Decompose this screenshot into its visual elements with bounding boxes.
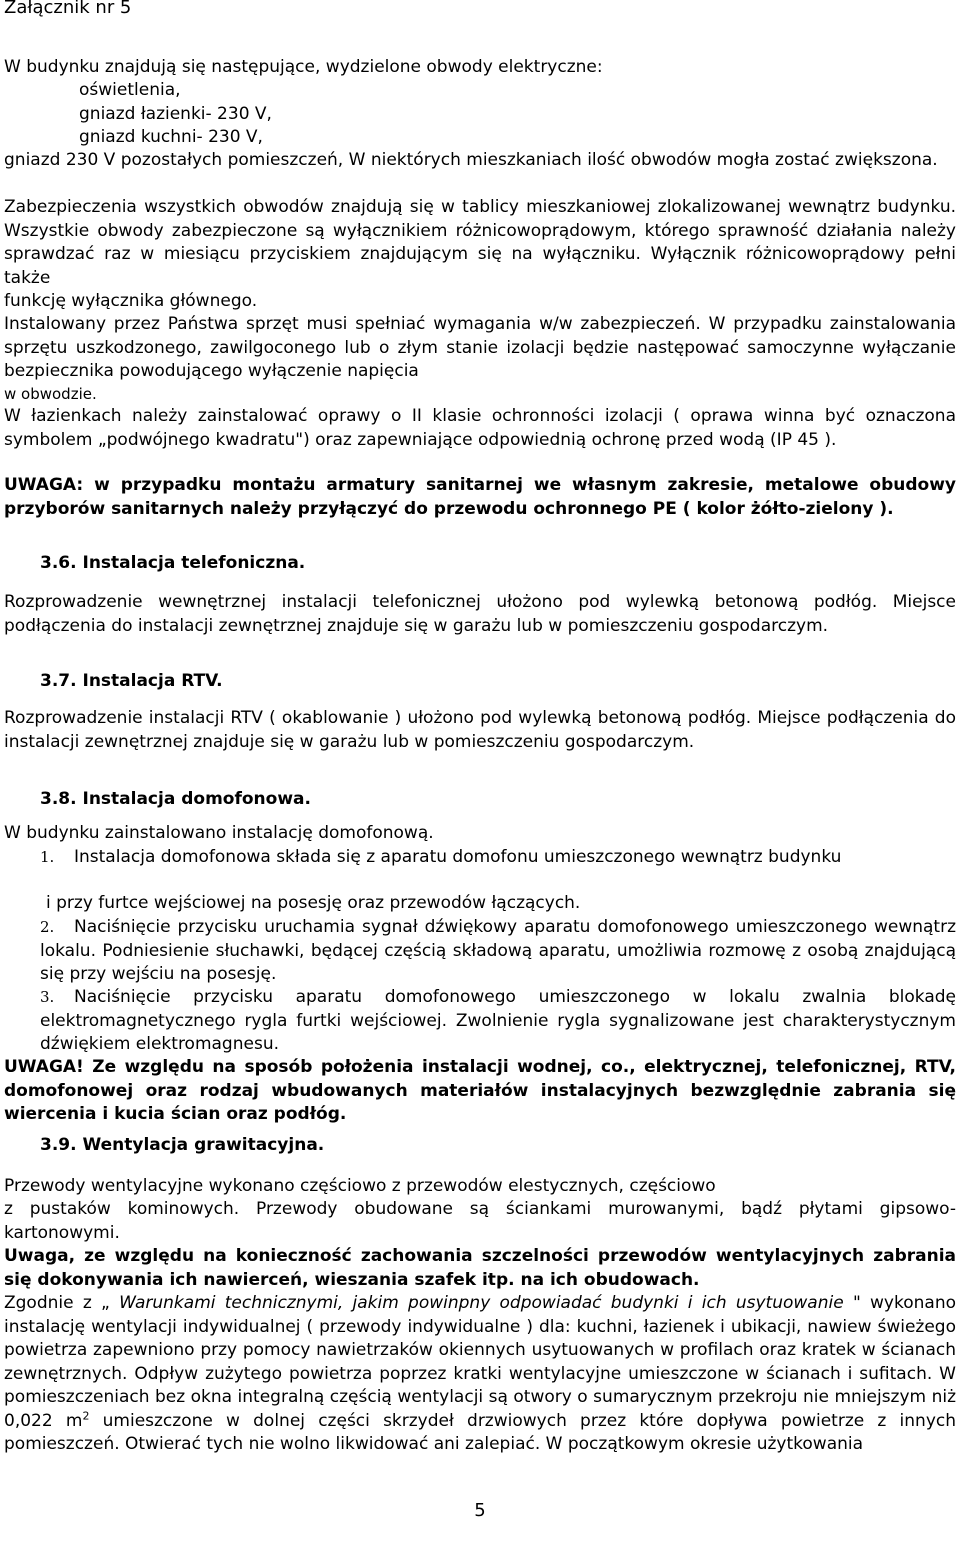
list-number: 2. <box>40 918 55 936</box>
regulation-text: " wykonano instalację wentylacji indywidualnej ( przewody indywidualne ) dla: kuchni, łazienek i ubikacji, nawiew świeżego powietrza zapewniono przy pomocy nawietrzaków okiennych usytuowanych w profilach oraz kratek w ścianach zewnętrznych. Odpływ zużytego powietrza poprzez kratki wentylacyjne umieszczone w ścianach i sufitach. W pomieszczeniach bez okna integralną częścią wentylacji są otwory o sumarycznym przekroju nie mniejszym niż 0,022 m <box>4 1293 956 1431</box>
heading-ventilation: 3.9. Wentylacja grawitacyjna. <box>40 1135 325 1155</box>
intro-item: gniazd łazienki- 230 V, <box>79 104 272 124</box>
regulation-title: Warunkami technicznymi, jakim powinpny odpowiadać budynki i ich usytuowanie <box>119 1293 844 1313</box>
list-item <box>40 986 956 1057</box>
paragraph-intercom-lead: W budynku zainstalowano instalację domofonową. <box>4 823 434 843</box>
paragraph-equipment-end: w obwodzie. <box>4 385 97 403</box>
paragraph-warning-drilling: UWAGA! Ze względu na sposób położenia instalacji wodnej, co., elektrycznej, telefonicznej, RTV, domofonowej oraz rodzaj wbudowanych materiałów instalacyjnych bezwzględnie zabrania się wiercenia i kucia ścian oraz podłóg. <box>4 1057 956 1124</box>
list-text: Naciśnięcie przycisku aparatu domofonowego umieszczonego w lokalu zwalnia blokadę elektromagnetycznego rygla furtki wejściowej. Zwolnienie rygla sygnalizowane jest charakterystycznym dźwiękiem elektromagnesu. <box>40 987 956 1054</box>
intro-item: gniazd kuchni- 230 V, <box>79 127 263 147</box>
list-item <box>40 846 956 870</box>
paragraph-warning-sanitary: UWAGA: w przypadku montażu armatury sanitarnej we własnym zakresie, metalowe obudowy przyborów sanitarnych należy przyłączyć do przewodu ochronnego PE ( kolor żółto-zielony ). <box>4 475 956 519</box>
list-text: Instalacja domofonowa składa się z aparatu domofonu umieszczonego wewnątrz budynku <box>74 847 842 867</box>
superscript: 2 <box>82 1408 90 1422</box>
intro-item: oświetlenia, <box>79 80 181 100</box>
paragraph-ventilation-regulations <box>4 1292 956 1457</box>
list-text-continued: i przy furtce wejściowej na posesję oraz przewodów łączących. <box>46 893 581 913</box>
list-number: 1. <box>40 848 55 866</box>
heading-intercom: 3.8. Instalacja domofonowa. <box>40 789 311 809</box>
heading-telephone: 3.6. Instalacja telefoniczna. <box>40 553 306 573</box>
paragraph-ventilation-2: z pustaków kominowych. Przewody obudowane są ściankami murowanymi, bądź płytami gipsowo-kartonowymi. <box>4 1199 956 1243</box>
intro-tail: gniazd 230 V pozostałych pomieszczeń, W niektórych mieszkaniach ilość obwodów mogła zostać zwiększona. <box>4 150 938 170</box>
paragraph-protection-end: funkcję wyłącznika głównego. <box>4 291 258 311</box>
heading-rtv: 3.7. Instalacja RTV. <box>40 671 223 691</box>
regulation-text: umieszczone w dolnej części skrzydeł drzwiowych przez które dopływa powietrze z innych pomieszczeń. Otwierać tych nie wolno likwidować ani zalepiać. W początkowym okresie użytkowania <box>4 1410 956 1454</box>
paragraph-ventilation-1: Przewody wentylacyjne wykonano częściowo z przewodów elestycznych, częściowo <box>4 1176 716 1196</box>
intro-lead: W budynku znajdują się następujące, wydzielone obwody elektryczne: <box>4 57 603 77</box>
paragraph-rtv: Rozprowadzenie instalacji RTV ( okablowanie ) ułożono pod wylewką betonową podłóg. Miejsce podłączenia do instalacji zewnętrznej znajduje się w garażu lub w pomieszczeniu gospodarczym. <box>4 708 956 752</box>
paragraph-protection: Zabezpieczenia wszystkich obwodów znajdują się w tablicy mieszkaniowej zlokalizowanej wewnątrz budynku. Wszystkie obwody zabezpieczone są wyłącznikiem różnicowoprądowym, którego sprawność działania należy sprawdzać raz w miesiącu przyciskiem znajdującym się na wyłączniku. Wyłącznik różnicowoprądowy pełni także <box>4 197 956 288</box>
paragraph-equipment: Instalowany przez Państwa sprzęt musi spełniać wymagania w/w zabezpieczeń. W przypadku zainstalowania sprzętu uszkodzonego, zawilgoconego lub o złym stanie izolacji będzie następować samoczynne wyłączanie bezpiecznika powodującego wyłączenie napięcia <box>4 314 956 381</box>
list-number: 3. <box>40 988 55 1006</box>
paragraph-bathroom: W łazienkach należy zainstalować oprawy o II klasie ochronności izolacji ( oprawa winna być oznaczona symbolem „podwójnego kwadratu") oraz zapewniające odpowiednią ochronę przed wodą (IP 45 ). <box>4 406 956 450</box>
page-number: 5 <box>474 1500 486 1521</box>
regulation-text: Zgodnie z „ <box>4 1293 120 1313</box>
list-item <box>40 916 956 987</box>
attachment-title: Załącznik nr 5 <box>4 0 132 18</box>
list-text: Naciśnięcie przycisku uruchamia sygnał dźwiękowy aparatu domofonowego umieszczonego wewnątrz lokalu. Podniesienie słuchawki, będącej częścią składową aparatu, umożliwia rozmowę z osobą znajdującą się przy wejściu na posesję. <box>40 917 956 984</box>
paragraph-telephone: Rozprowadzenie wewnętrznej instalacji telefonicznej ułożono pod wylewką betonową podłóg. Miejsce podłączenia do instalacji zewnętrznej znajduje się w garażu lub w pomieszczeniu gospodarczym. <box>4 592 956 636</box>
paragraph-warning-ventilation: Uwaga, ze względu na konieczność zachowania szczelności przewodów wentylacyjnych zabrania się dokonywania ich nawierceń, wieszania szafek itp. na ich obudowach. <box>4 1246 956 1290</box>
